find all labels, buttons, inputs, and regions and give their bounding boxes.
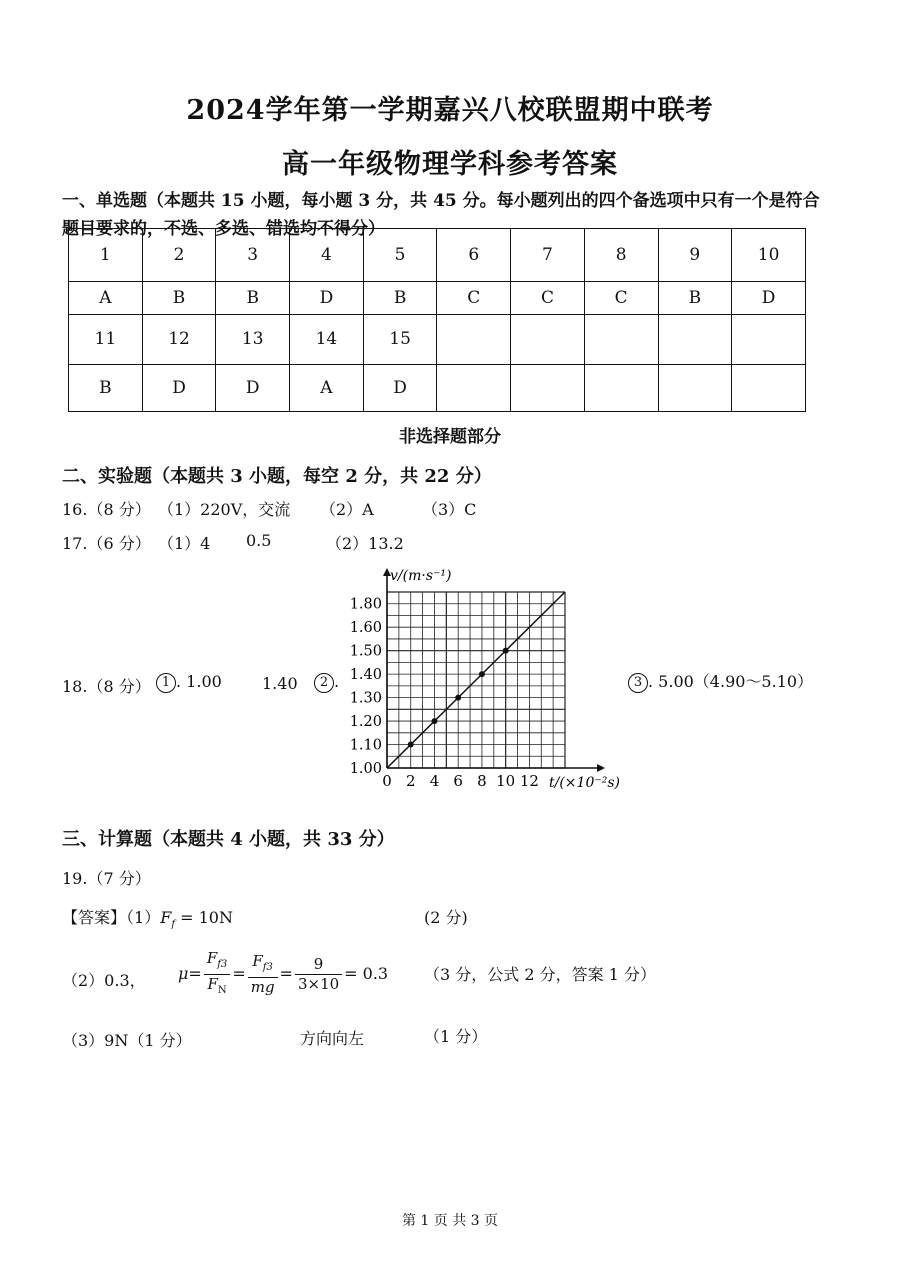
document-title: 2024学年第一学期嘉兴八校联盟期中联考 (186, 95, 714, 126)
q19-part1 (62, 905, 233, 930)
y-tick-label: 1.30 (349, 690, 382, 707)
table-cell (584, 365, 658, 412)
table-cell: 8 (584, 229, 658, 282)
table-cell: D (363, 365, 437, 412)
table-cell: 5 (363, 229, 437, 282)
q19-part3-direction: 方向向左 (300, 1029, 365, 1048)
q18-part2 (314, 672, 339, 693)
y-tick-label: 1.20 (349, 714, 382, 731)
table-cell: 15 (363, 314, 437, 364)
q18-value2: 1.40 (262, 674, 298, 693)
table-cell (732, 314, 806, 364)
table-cell (584, 314, 658, 364)
x-tick-label: 0 (382, 772, 392, 790)
table-cell: 7 (511, 229, 585, 282)
table-cell: D (216, 365, 290, 412)
table-cell (658, 314, 732, 364)
table-cell: 4 (290, 229, 364, 282)
q19-prefix: 19.（7 分） (62, 869, 151, 888)
force-symbol: F (160, 908, 172, 927)
circled-number-2: 2 (314, 673, 334, 693)
table-cell: 9 (658, 229, 732, 282)
frac1-denominator: F (207, 975, 218, 993)
q16-part1: （1）220V，交流 (158, 500, 291, 519)
mu-symbol: μ (178, 964, 189, 983)
answer-tag: 【答案】 (62, 908, 127, 927)
data-point (455, 695, 461, 701)
circled-number-3: 3 (628, 673, 648, 693)
data-point (431, 718, 437, 724)
x-tick-label: 4 (429, 772, 440, 790)
q18-part2-dot: . (334, 672, 340, 691)
table-cell: D (290, 281, 364, 314)
table-cell: A (69, 281, 143, 314)
y-tick-label: 1.00 (349, 761, 382, 777)
y-tick-label: 1.50 (349, 643, 382, 660)
x-tick-label: 2 (405, 772, 416, 790)
friction-coefficient-equation: μ= $\frac{F_{f3}}{F_N}$ = $\frac{F_{f3}}{mg}$ = $\frac{9}{3\times 10}$ = 0.3 (178, 949, 388, 1000)
fit-line (387, 592, 565, 768)
answer-table (68, 228, 806, 412)
frac1-numerator: F (206, 949, 218, 967)
q19-part2-score: （3 分，公式 2 分，答案 1 分） (424, 965, 656, 984)
section1-heading-line2: 题目要求的，不选、多选、错选均不得分） (62, 219, 385, 239)
y-tick-label: 1.10 (349, 737, 382, 754)
table-cell: 2 (142, 229, 216, 282)
table-cell: D (732, 281, 806, 314)
table-cell: 13 (216, 314, 290, 364)
table-cell: C (511, 281, 585, 314)
table-cell: B (216, 281, 290, 314)
x-tick-label: 6 (453, 772, 463, 790)
x-tick-label: 12 (519, 772, 539, 790)
fraction-2 (248, 952, 278, 997)
section1-heading-line1: 一、单选题（本题共 15 小题，每小题 3 分，共 45 分。每小题列出的四个备选项中只有一个是符合 (62, 191, 820, 211)
non-choice-label: 非选择题部分 (399, 427, 501, 447)
frac1-numerator-sub: f3 (217, 959, 228, 970)
data-point (503, 648, 509, 654)
table-cell: B (142, 281, 216, 314)
y-tick-label: 1.80 (349, 596, 382, 613)
force-subscript: f (171, 919, 176, 931)
table-cell: C (584, 281, 658, 314)
table-cell (437, 314, 511, 364)
table-cell: 1 (69, 229, 143, 282)
q19-part1-score: (2 分) (424, 908, 468, 927)
velocity-time-chart (340, 562, 630, 794)
fraction-1 (204, 949, 231, 1000)
data-point (479, 671, 485, 677)
table-cell: A (290, 365, 364, 412)
q18-part3 (628, 669, 813, 693)
section3-heading: 三、计算题（本题共 4 小题，共 33 分） (62, 829, 395, 850)
table-cell (511, 314, 585, 364)
q18-value1: . 1.00 (176, 672, 222, 691)
y-tick-label: 1.60 (349, 620, 382, 637)
q17-part2: （2）13.2 (326, 534, 404, 553)
q18-prefix: 18.（8 分） (62, 677, 151, 696)
q17-part1b: 0.5 (246, 531, 272, 550)
table-cell: 10 (732, 229, 806, 282)
x-tick-label: 10 (496, 772, 516, 790)
q18-answer3: . 5.00（4.90～5.10） (648, 672, 814, 691)
data-point (408, 742, 414, 748)
y-axis-label: v/(m·s⁻¹) (390, 568, 452, 584)
table-cell (511, 365, 585, 412)
table-cell: 3 (216, 229, 290, 282)
x-axis-arrow (597, 764, 605, 772)
q18-part1 (156, 672, 222, 693)
frac3-numerator: 9 (295, 955, 342, 975)
q19-part1-value: = 10N (175, 908, 233, 927)
table-cell: 6 (437, 229, 511, 282)
page-footer: 第 1 页 共 3 页 (401, 1213, 499, 1229)
table-cell: 11 (69, 314, 143, 364)
table-cell: C (437, 281, 511, 314)
x-axis-label: t/(×10⁻²s) (549, 775, 620, 791)
q19-part2-label: （2）0.3， (62, 971, 146, 990)
q16-part2: （2）A (320, 500, 374, 519)
q19-part3-score: （1 分） (424, 1027, 488, 1046)
frac1-denominator-sub: N (217, 985, 227, 996)
y-tick-label: 1.40 (349, 667, 382, 684)
table-cell: 14 (290, 314, 364, 364)
q19-part1-label: （1） (126, 908, 161, 927)
table-cell: 12 (142, 314, 216, 364)
q16-prefix: 16.（8 分） (62, 500, 151, 519)
table-cell: D (142, 365, 216, 412)
circled-number-1: 1 (156, 673, 176, 693)
table-cell (658, 365, 732, 412)
chart-tick-labels (350, 597, 539, 790)
table-cell (732, 365, 806, 412)
table-cell (437, 365, 511, 412)
frac2-numerator: F (252, 952, 263, 970)
table-cell: B (69, 365, 143, 412)
q19-part3-label: （3）9N（1 分） (62, 1031, 192, 1050)
table-cell: B (658, 281, 732, 314)
document-subtitle: 高一年级物理学科参考答案 (282, 149, 618, 180)
q16-part3: （3）C (422, 500, 477, 519)
x-tick-label: 8 (477, 772, 487, 790)
frac3-denominator: 3×10 (297, 975, 340, 993)
q17-prefix: 17.（6 分） (62, 534, 151, 553)
frac2-numerator-sub: f3 (262, 962, 273, 973)
equation-result: = 0.3 (344, 964, 389, 983)
q17-part1a: （1）4 (158, 534, 211, 553)
section2-heading: 二、实验题（本题共 3 小题，每空 2 分，共 22 分） (62, 466, 492, 487)
fraction-3 (295, 955, 342, 994)
table-cell: B (363, 281, 437, 314)
frac2-denominator: mg (250, 978, 275, 996)
